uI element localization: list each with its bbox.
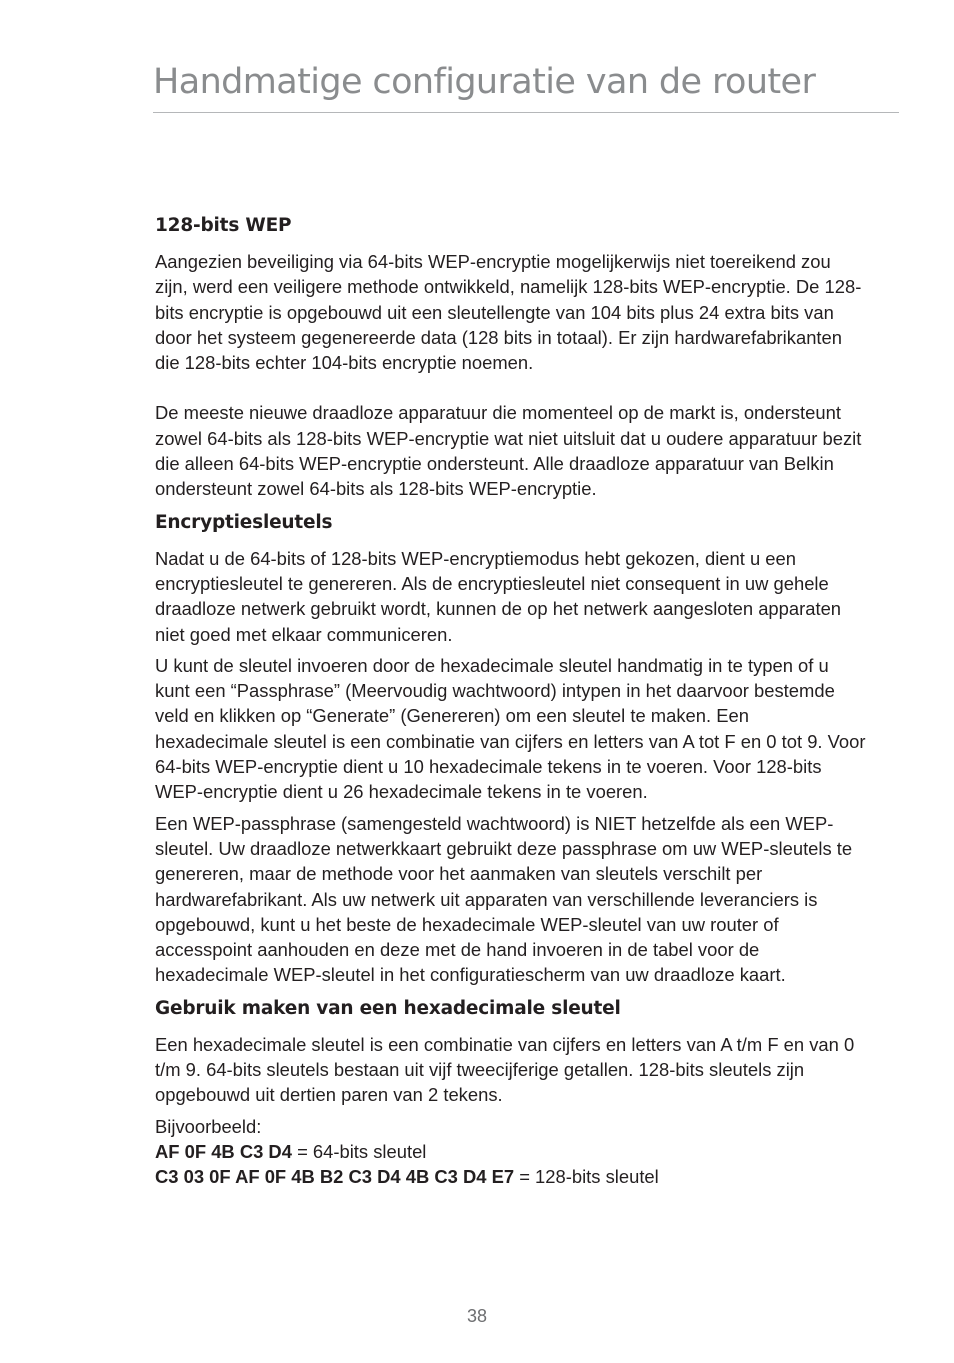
- example-description: = 128-bits sleutel: [514, 1166, 659, 1188]
- title-divider: [153, 112, 899, 113]
- section-heading-encryptiesleutels: Encryptiesleutels: [155, 511, 333, 533]
- example-description: = 64-bits sleutel: [291, 1140, 427, 1162]
- page-title: Handmatige configuratie van de router: [153, 62, 816, 102]
- example-block: [155, 1114, 867, 1190]
- page-content: [155, 211, 867, 1190]
- paragraph: Een hexadecimale sleutel is een combinatie van cijfers en letters van A t/m F en van 0 t/m 9. 64-bits sleutels bestaan uit vijf tweecijferige getallen. 128-bits sleutels zijn opgebouwd uit dertien paren van 2 tekens.: [155, 1033, 855, 1106]
- paragraph: Aangezien beveiliging via 64-bits WEP-encryptie mogelijkerwijs niet toereikend zou zijn, werd een veiligere methode ontwikkeld, namelijk 128-bits WEP-encryptie. De 128-bits encryptie is opgebouwd uit een sleutellengte van 104 bits plus 24 extra bits van door het systeem gegenereerde data (128 bits in totaal). Er zijn hardwarefabrikanten die 128-bits echter 104-bits encryptie noemen.: [155, 251, 862, 374]
- example-key: C3 03 0F AF 0F 4B B2 C3 D4 4B C3 D4 E7: [155, 1166, 515, 1188]
- section-heading-hexadecimale-sleutel: Gebruik maken van een hexadecimale sleutel: [155, 997, 621, 1019]
- section-heading-128-bits-wep: 128-bits WEP: [155, 215, 292, 236]
- paragraph: Een WEP-passphrase (samengesteld wachtwoord) is NIET hetzelfde als een WEP-sleutel. Uw draadloze netwerkkaart gebruikt deze passphrase om uw WEP-sleutels te genereren, maar de methode voor het aanmaken van sleutels verschilt per hardwarefabrikant. Als uw netwerk uit apparaten van verschillende leveranciers is opgebouwd, kunt u het beste de hexadecimale WEP-sleutel van uw router of accesspoint aanhouden en deze met de hand invoeren in de tabel voor de hexadecimale WEP-sleutel in het configuratiescherm van uw draadloze kaart.: [155, 812, 853, 986]
- paragraph: De meeste nieuwe draadloze apparatuur die momenteel op de markt is, ondersteunt zowel 64-bits als 128-bits WEP-encryptie wat niet uitsluit dat u oudere apparatuur bezit die alleen 64-bits WEP-encryptie ondersteunt. Alle draadloze apparatuur van Belkin ondersteunt zowel 64-bits als 128-bits WEP-encryptie.: [155, 402, 862, 500]
- paragraph: U kunt de sleutel invoeren door de hexadecimale sleutel handmatig in te typen of u kunt een “Passphrase” (Meervoudig wachtwoord) intypen in het daarvoor bestemde veld en klikken op “Generate” (Genereren) om een sleutel te maken. Een hexadecimale sleutel is een combinatie van cijfers en letters van A tot F en 0 tot 9. Voor 64-bits WEP-encryptie dient u 10 hexadecimale tekens in te voeren. Voor 128-bits WEP-encryptie dient u 26 hexadecimale tekens in te voeren.: [155, 654, 866, 803]
- example-line-128-bit: [155, 1164, 867, 1189]
- page-number: 38: [466, 1306, 488, 1326]
- paragraph: Nadat u de 64-bits of 128-bits WEP-encryptiemodus hebt gekozen, dient u een encryptiesleutel te genereren. Als de encryptiesleutel niet consequent in uw gehele draadloze netwerk gebruikt wordt, kunnen de op het netwerk aangesloten apparaten niet goed met elkaar communiceren.: [155, 547, 842, 645]
- example-line-64-bit: [155, 1139, 867, 1164]
- example-key: AF 0F 4B C3 D4: [155, 1140, 292, 1162]
- example-intro: Bijvoorbeeld:: [155, 1115, 262, 1137]
